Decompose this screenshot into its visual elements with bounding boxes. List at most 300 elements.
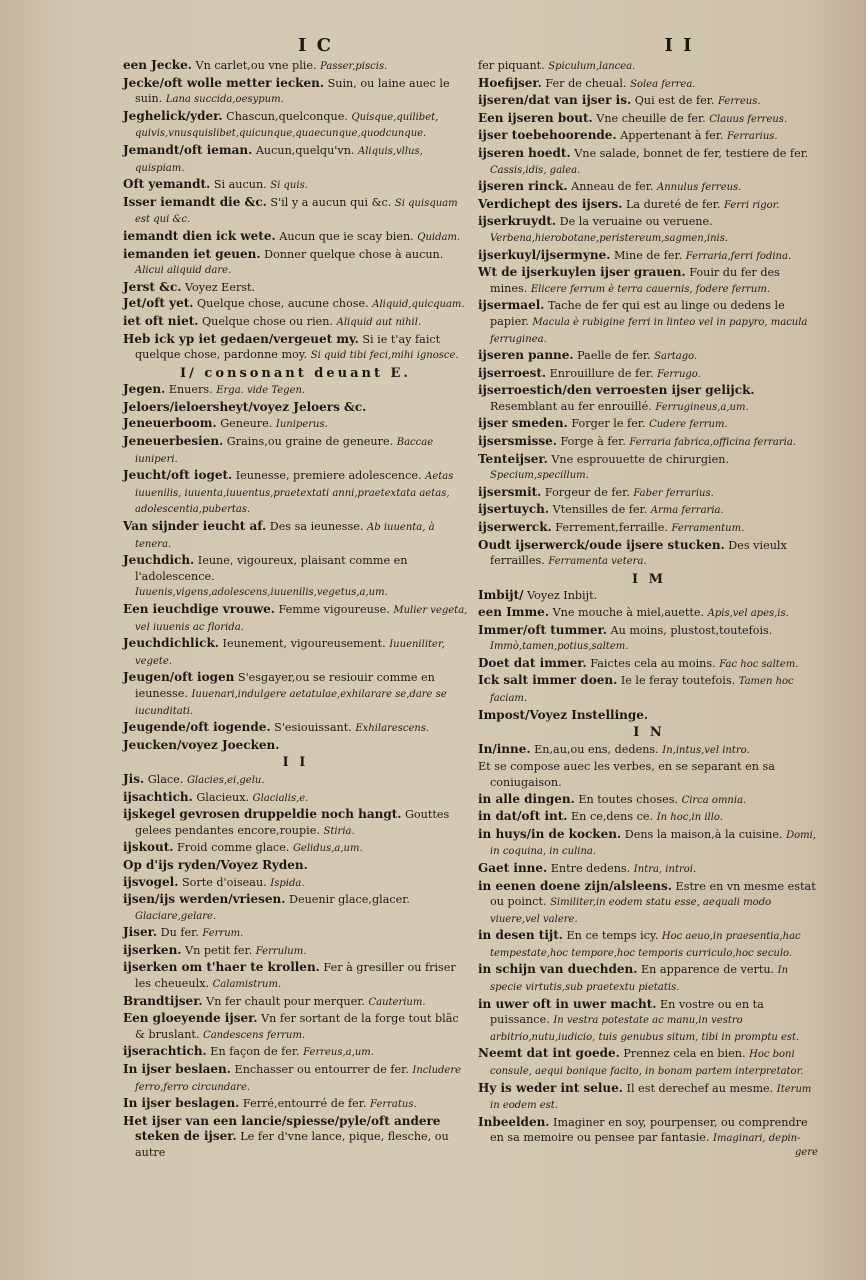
french-gloss: Anneau de fer. bbox=[571, 180, 654, 194]
french-gloss: Vne esprouuette de chirurgien. bbox=[551, 452, 730, 466]
french-gloss: Donner quelque chose à aucun. bbox=[264, 247, 444, 261]
right-column bbox=[478, 36, 820, 1148]
dictionary-entry bbox=[478, 76, 820, 93]
headword: ijserken. bbox=[123, 942, 182, 957]
french-gloss: Froid comme glace. bbox=[176, 841, 290, 855]
headword: Ick salt immer doen. bbox=[478, 673, 618, 688]
latin-gloss: Ferrarius. bbox=[727, 131, 778, 143]
headword: ijsachtich. bbox=[123, 789, 193, 804]
french-gloss: La dureté de fer. bbox=[625, 197, 721, 211]
dictionary-entry bbox=[123, 468, 468, 518]
latin-gloss: Verbena,hierobotane,peristereum,sagmen,inis. bbox=[490, 232, 729, 244]
headword: ijser smeden. bbox=[478, 416, 568, 431]
dictionary-entry bbox=[478, 366, 820, 383]
dictionary-entry bbox=[478, 759, 820, 790]
dictionary-entry bbox=[478, 827, 820, 860]
dictionary-entry bbox=[123, 58, 468, 75]
dictionary-entry bbox=[478, 348, 820, 365]
headword: Inbeelden. bbox=[478, 1114, 550, 1129]
headword: ijserachtich. bbox=[123, 1044, 207, 1059]
latin-gloss: Iuniperus. bbox=[275, 419, 328, 431]
headword: iemandt dien ick wete. bbox=[123, 228, 276, 243]
dictionary-entry bbox=[478, 1081, 820, 1114]
dictionary-entry bbox=[478, 742, 820, 759]
headword: Een gloeyende ijser. bbox=[123, 1011, 258, 1026]
latin-gloss: Exhilarescens. bbox=[355, 723, 430, 735]
latin-gloss: Cudere ferrum. bbox=[649, 419, 728, 431]
headword: in alle dingen. bbox=[478, 791, 575, 806]
french-gloss: Fer à gresiller ou friser les cheueulx. bbox=[135, 961, 456, 991]
latin-gloss: Immò,tamen,potius,saltem. bbox=[490, 641, 629, 653]
dictionary-entry bbox=[478, 520, 820, 537]
dictionary-entry bbox=[478, 605, 820, 622]
latin-gloss: Solea ferrea. bbox=[630, 78, 696, 90]
latin-gloss: Glacies,ei,gelu. bbox=[186, 774, 265, 786]
latin-gloss: Ferreus,a,um. bbox=[303, 1047, 374, 1059]
dictionary-entry bbox=[478, 1115, 820, 1147]
dictionary-entry bbox=[478, 708, 820, 724]
headword: Een ieuchdige vrouwe. bbox=[123, 602, 275, 616]
dictionary-entry bbox=[478, 861, 820, 878]
headword: ijsersmisse. bbox=[478, 434, 557, 449]
french-gloss: Aucun,quelqu'vn. bbox=[255, 143, 355, 157]
latin-gloss: Calamistrum. bbox=[212, 979, 282, 991]
french-gloss: Si ie t'ay faict quelque chose, pardonne moy. bbox=[135, 332, 441, 362]
latin-gloss: Iuuenis,vigens,adolescens,iuuenilis,vegetus,a,um. bbox=[135, 587, 388, 599]
french-gloss: Qui est de fer. bbox=[634, 94, 715, 108]
dictionary-entry bbox=[123, 143, 468, 176]
section-heading: I/ consonant deuant E. bbox=[180, 365, 411, 381]
headword: Hy is weder int selue. bbox=[478, 1080, 623, 1095]
french-gloss: En apparence de vertu. bbox=[640, 963, 775, 977]
headword: Hoefijser. bbox=[478, 75, 542, 90]
headword: Jeghelick/yder. bbox=[123, 108, 223, 123]
latin-gloss: Ferratus. bbox=[370, 1099, 417, 1111]
french-gloss: Imaginer en soy, pourpenser, ou comprendre en sa memoire ou pensee par fantasie. bbox=[490, 1115, 808, 1145]
latin-gloss: Domi, in coquina, in culina. bbox=[490, 829, 816, 858]
section-heading: I M bbox=[632, 571, 666, 587]
headword: In/inne. bbox=[478, 741, 531, 756]
french-gloss: Et se compose auec les verbes, en se separant en sa coniugaison. bbox=[478, 760, 775, 789]
headword: in schijn van duechden. bbox=[478, 962, 638, 977]
latin-gloss: Ferramenta vetera. bbox=[548, 556, 647, 568]
dictionary-entry bbox=[123, 636, 468, 669]
headword: Jeneuerbesien. bbox=[123, 434, 224, 449]
headword: in eenen doene zijn/alsleens. bbox=[478, 878, 672, 893]
french-gloss: En ce temps icy. bbox=[566, 929, 659, 943]
headword: ijseren hoedt. bbox=[478, 145, 571, 160]
latin-gloss: Aliquid,quicquam. bbox=[372, 299, 465, 311]
dictionary-entry bbox=[123, 790, 468, 807]
latin-gloss: Ferramentum. bbox=[671, 523, 745, 535]
dictionary-entry bbox=[123, 994, 468, 1011]
latin-gloss: Elicere ferrum è terra cauernis, fodere ferrum. bbox=[530, 283, 771, 295]
french-gloss: S'il y a aucun qui &c. bbox=[270, 195, 392, 209]
dictionary-entry bbox=[478, 588, 820, 604]
latin-gloss: Fac hoc saltem. bbox=[719, 658, 799, 670]
french-gloss: Des sa ieunesse. bbox=[269, 520, 364, 534]
headword: in uwer oft in uwer macht. bbox=[478, 996, 657, 1011]
latin-gloss: Gelidus,a,um. bbox=[292, 843, 363, 855]
headword: In ijser beslagen. bbox=[123, 1096, 240, 1111]
latin-gloss: Tamen hoc faciam. bbox=[490, 676, 794, 704]
french-gloss: Ieunement, vigoureusement. bbox=[222, 637, 386, 651]
headword: Jeloers/ieloersheyt/voyez Jeloers &c. bbox=[123, 399, 367, 414]
dictionary-entry bbox=[478, 485, 820, 502]
headword: Jis. bbox=[123, 771, 145, 786]
latin-gloss: Macula è rubigine ferri in linteo vel in papyro, macula ferruginea. bbox=[490, 316, 808, 345]
headword: ijskegel gevrosen druppeldie noch hangt. bbox=[123, 807, 402, 822]
french-gloss: Prennez cela en bien. bbox=[623, 1047, 746, 1061]
headword: Jeugen/oft iogen bbox=[123, 670, 235, 685]
latin-gloss: Specium,specillum. bbox=[490, 470, 589, 482]
headword: ijserroestich/den verroesten ijser gelijck. bbox=[478, 383, 755, 398]
latin-gloss: Hoc aeuo,in praesentia,hac tempestate,hoc tempore,hoc temporis curriculo,hoc seculo. bbox=[490, 931, 801, 959]
headword: Doet dat immer. bbox=[478, 655, 587, 670]
latin-gloss: Iuuenari,indulgere aetatulae,exhilarare se,dare se iucunditati. bbox=[135, 688, 447, 717]
headword: Jemandt/oft ieman. bbox=[123, 142, 253, 157]
french-gloss: fer piquant. bbox=[478, 59, 545, 72]
french-gloss: S'esiouissant. bbox=[274, 721, 352, 735]
dictionary-entry bbox=[478, 452, 820, 484]
headword: Van sijnder ieucht af. bbox=[123, 519, 267, 534]
headword: Jeugende/oft iogende. bbox=[123, 720, 271, 735]
dictionary-entry bbox=[123, 670, 468, 719]
dictionary-entry bbox=[123, 1096, 468, 1113]
french-gloss: Femme vigoureuse. bbox=[278, 603, 390, 616]
latin-gloss: Aetas iuuenilis, iuuenta,iuuentus,praetextati anni,praetextata aetas, adolescentia,pubertas. bbox=[135, 471, 454, 516]
dictionary-entry bbox=[478, 93, 820, 110]
headword: Gaet inne. bbox=[478, 860, 548, 875]
french-gloss: Dens la maison,à la cuisine. bbox=[624, 827, 783, 841]
latin-gloss: Aliquid aut nihil. bbox=[336, 316, 422, 328]
latin-gloss: Ferri rigor. bbox=[723, 199, 780, 211]
headword: ijserkuyl/ijsermyne. bbox=[478, 247, 611, 262]
dictionary-entry bbox=[478, 416, 820, 433]
french-gloss: Vne salade, bonnet de fer, testiere de fer. bbox=[574, 146, 809, 160]
headword: ijseren panne. bbox=[478, 348, 574, 363]
headword: Jet/oft yet. bbox=[123, 296, 194, 311]
dictionary-entry bbox=[123, 434, 468, 467]
headword: ijser toebehoorende. bbox=[478, 128, 617, 143]
dictionary-entry bbox=[123, 177, 468, 194]
headword: Impost/Voyez Instellinge. bbox=[478, 707, 649, 722]
headword: Heb ick yp iet gedaen/vergeuet my. bbox=[123, 331, 359, 346]
dictionary-entry bbox=[123, 720, 468, 737]
latin-gloss: Quisque,quilibet, quivis,vnusquislibet,quicunque,quaecunque,quodcunque. bbox=[135, 111, 439, 140]
dictionary-entry bbox=[123, 553, 468, 601]
french-gloss: En ce,dens ce. bbox=[571, 810, 654, 824]
french-gloss: Fer de cheual. bbox=[545, 76, 627, 90]
dictionary-entry bbox=[123, 738, 468, 754]
headword: in dat/oft int. bbox=[478, 809, 568, 824]
latin-gloss: Ferrulum. bbox=[255, 945, 307, 957]
french-gloss: Fouir du fer des mines. bbox=[490, 266, 780, 295]
latin-gloss: Intra, introi. bbox=[633, 863, 697, 875]
headword: een Imme. bbox=[478, 605, 549, 619]
left-entries bbox=[123, 58, 468, 1161]
french-gloss: Au moins, plustost,toutefois. bbox=[610, 623, 773, 637]
dictionary-entry bbox=[123, 314, 468, 331]
french-gloss: Ie le feray toutefois. bbox=[620, 674, 736, 688]
dictionary-entry bbox=[478, 179, 820, 196]
french-gloss: Vne mouche à miel,auette. bbox=[552, 606, 705, 619]
french-gloss: Vn carlet,ou vne plie. bbox=[195, 59, 317, 72]
french-gloss: Quelque chose ou rien. bbox=[202, 314, 334, 328]
dictionary-entry bbox=[478, 656, 820, 673]
french-gloss: Glacieux. bbox=[196, 790, 250, 804]
french-gloss: Ieunesse, premiere adolescence. bbox=[235, 469, 422, 483]
french-gloss: Vn fer sortant de la forge tout blãc & bruslant. bbox=[135, 1012, 459, 1041]
latin-gloss: Si quid tibi feci,mihi ignosce. bbox=[310, 350, 459, 362]
dictionary-entry bbox=[123, 1062, 468, 1095]
latin-gloss: Faber ferrarius. bbox=[633, 487, 714, 499]
french-gloss: Forgeur de fer. bbox=[544, 485, 630, 499]
right-entries bbox=[478, 58, 820, 1147]
dictionary-entry bbox=[478, 111, 820, 128]
dictionary-entry bbox=[478, 298, 820, 347]
dictionary-entry bbox=[478, 997, 820, 1046]
latin-gloss: Quidam. bbox=[417, 231, 461, 243]
headword: Verdichept des ijsers. bbox=[478, 196, 623, 211]
headword: Neemt dat int goede. bbox=[478, 1046, 620, 1061]
headword: ijsertuych. bbox=[478, 502, 550, 517]
dictionary-entry bbox=[123, 296, 468, 313]
french-gloss: Deuenir glace,glacer. bbox=[289, 893, 410, 907]
left-column bbox=[123, 36, 468, 1162]
french-gloss: Entre dedens. bbox=[550, 861, 631, 875]
french-gloss: Le fer d'vne lance, pique, flesche, ou autre bbox=[135, 1130, 449, 1159]
latin-gloss: Ispida. bbox=[270, 877, 305, 889]
latin-gloss: Iuueniliter, vegete. bbox=[135, 639, 445, 667]
dictionary-entry bbox=[478, 434, 820, 451]
french-gloss: Appertenant à fer. bbox=[620, 129, 724, 143]
french-gloss: Voyez Inbijt. bbox=[527, 589, 598, 603]
latin-gloss: Passer,piscis. bbox=[320, 61, 388, 72]
french-gloss: Vn petit fer. bbox=[185, 943, 253, 957]
french-gloss: Des vieulx ferrailles. bbox=[490, 538, 787, 568]
headword: ijseren rinck. bbox=[478, 179, 568, 194]
dictionary-entry bbox=[123, 332, 468, 364]
latin-gloss: Cassis,idis, galea. bbox=[490, 164, 581, 176]
latin-gloss: Glacialis,e. bbox=[252, 792, 309, 804]
latin-gloss: Ab iuuenta, à tenera. bbox=[135, 522, 435, 550]
dictionary-entry bbox=[123, 1114, 468, 1161]
section-heading: I I bbox=[282, 755, 309, 771]
dictionary-entry bbox=[123, 807, 468, 839]
french-gloss: En vostre ou en ta puissance. bbox=[490, 997, 764, 1027]
french-gloss: Estre en vn mesme estat ou poinct. bbox=[490, 879, 816, 909]
french-gloss: Voyez Eerst. bbox=[185, 280, 256, 294]
section-heading: I N bbox=[633, 725, 665, 741]
dictionary-entry bbox=[123, 1011, 468, 1043]
dictionary-entry bbox=[123, 772, 468, 789]
dictionary-entry bbox=[478, 383, 820, 415]
dictionary-entry bbox=[478, 502, 820, 519]
headword: ijsermael. bbox=[478, 298, 545, 313]
french-gloss: Ieune, vigoureux, plaisant comme en l'adolescence. bbox=[135, 554, 408, 583]
headword: In ijser beslaen. bbox=[123, 1062, 231, 1077]
headword: Jerst &c. bbox=[123, 279, 182, 294]
headword: ijskout. bbox=[123, 840, 174, 855]
latin-gloss: Arma ferraria. bbox=[650, 505, 724, 517]
dictionary-entry bbox=[478, 58, 820, 75]
headword: Jeucht/oft ioget. bbox=[123, 468, 233, 483]
dictionary-entry bbox=[123, 892, 468, 924]
latin-gloss: Ferrugo. bbox=[657, 368, 701, 380]
french-gloss: En,au,ou ens, dedens. bbox=[534, 742, 659, 756]
french-gloss: En façon de fer. bbox=[210, 1045, 300, 1059]
latin-gloss: Ferreus. bbox=[718, 96, 761, 108]
french-gloss: Enchasser ou entourrer de fer. bbox=[234, 1063, 409, 1077]
headword: Jeuchdich. bbox=[123, 553, 195, 568]
latin-gloss: Iterum in eodem est. bbox=[490, 1083, 812, 1112]
headword: Jecke/oft wolle metter iecken. bbox=[123, 75, 325, 90]
french-gloss: Forger le fer. bbox=[571, 417, 646, 431]
french-gloss: Aucun que ie scay bien. bbox=[279, 229, 414, 243]
french-gloss: Gouttes gelees pendantes encore,roupie. bbox=[135, 808, 450, 837]
headword: Jiser. bbox=[123, 925, 158, 940]
french-gloss: Ferrement,ferraille. bbox=[555, 521, 668, 535]
french-gloss: Enuers. bbox=[168, 383, 213, 397]
headword: Oudt ijserwerck/oude ijsere stucken. bbox=[478, 537, 725, 552]
headword: ijseren/dat van ijser is. bbox=[478, 93, 632, 108]
headword: Isser iemandt die &c. bbox=[123, 194, 267, 209]
headword: ijserken om t'haer te krollen. bbox=[123, 960, 320, 975]
headword: Brandtijser. bbox=[123, 993, 203, 1008]
dictionary-entry bbox=[123, 943, 468, 960]
latin-gloss: Imaginari, depin- bbox=[713, 1133, 801, 1145]
dictionary-entry bbox=[123, 280, 468, 296]
latin-gloss: Aliquis,vllus, quispiam. bbox=[135, 145, 423, 174]
headword: ijserkruydt. bbox=[478, 214, 557, 229]
dictionary-entry bbox=[123, 858, 468, 874]
latin-gloss: In vestra potestate ac manu,in vestro arbitrio,nutu,iudicio, tuis genubus situm, tibi in promptu est. bbox=[490, 1015, 800, 1043]
headword: ijserwerck. bbox=[478, 520, 552, 535]
dictionary-entry bbox=[123, 400, 468, 416]
headword: Jeneuerboom. bbox=[123, 416, 217, 431]
french-gloss: Faictes cela au moins. bbox=[590, 656, 716, 670]
headword: Het ijser van een lancie/spiesse/pyle/oft andere steken de ijser. bbox=[123, 1113, 441, 1144]
headword: Immer/oft tummer. bbox=[478, 622, 607, 637]
catchword: gere bbox=[794, 1147, 818, 1158]
dictionary-entry bbox=[123, 382, 468, 399]
french-gloss: Du fer. bbox=[160, 926, 199, 940]
french-gloss: Quelque chose, aucune chose. bbox=[197, 297, 369, 311]
latin-gloss: Clauus ferreus. bbox=[709, 113, 788, 125]
dictionary-entry bbox=[478, 248, 820, 265]
dictionary-entry bbox=[478, 809, 820, 826]
french-gloss: S'esgayer,ou se resiouir comme en ieunesse. bbox=[135, 671, 435, 700]
latin-gloss: Includere ferro,ferro circundare. bbox=[135, 1065, 462, 1093]
latin-gloss: Alicui aliquid dare. bbox=[135, 265, 232, 277]
french-gloss: En toutes choses. bbox=[578, 792, 678, 806]
latin-gloss: In hoc,in illo. bbox=[656, 812, 723, 824]
latin-gloss: Baccae iuniperi. bbox=[135, 437, 434, 465]
dictionary-entry bbox=[123, 247, 468, 279]
latin-gloss: Erga. vide Tegen. bbox=[216, 385, 306, 397]
french-gloss: Si aucun. bbox=[213, 178, 267, 192]
dictionary-entry bbox=[123, 602, 468, 635]
latin-gloss: Candescens ferrum. bbox=[203, 1029, 306, 1041]
french-gloss: Glace. bbox=[147, 772, 184, 786]
headword: Jegen. bbox=[123, 382, 166, 397]
latin-gloss: Mulier vegeta, vel iuuenis ac florida. bbox=[135, 605, 468, 633]
dictionary-entry bbox=[123, 1044, 468, 1061]
latin-gloss: Stiria. bbox=[323, 825, 355, 837]
french-gloss: Sorte d'oiseau. bbox=[181, 875, 267, 889]
dictionary-entry bbox=[123, 229, 468, 246]
latin-gloss: Apis,vel apes,is. bbox=[707, 608, 789, 619]
latin-gloss: Circa omnia. bbox=[681, 794, 747, 806]
headword: een Jecke. bbox=[123, 58, 192, 72]
french-gloss: Paelle de fer. bbox=[577, 349, 651, 363]
latin-gloss: Spiculum,lancea. bbox=[548, 61, 636, 72]
dictionary-entry bbox=[123, 519, 468, 552]
dictionary-entry bbox=[478, 538, 820, 570]
dictionary-entry bbox=[123, 416, 468, 433]
headword: ijsvogel. bbox=[123, 874, 179, 889]
dictionary-entry bbox=[123, 76, 468, 108]
french-gloss: Forge à fer. bbox=[560, 435, 626, 449]
latin-gloss: Lana succida,oesypum. bbox=[165, 94, 284, 106]
dictionary-entry bbox=[478, 673, 820, 706]
latin-gloss: Hoc boni consule, aequi bonique facito, in bonam partem interpretator. bbox=[490, 1049, 804, 1078]
french-gloss: De la veruaine ou veruene. bbox=[559, 215, 713, 229]
latin-gloss: Sartago. bbox=[654, 351, 698, 363]
dictionary-entry bbox=[478, 928, 820, 961]
headword: ijsersmit. bbox=[478, 484, 542, 499]
french-gloss: Mine de fer. bbox=[613, 248, 683, 262]
dictionary-entry bbox=[123, 840, 468, 857]
headword: Oft yemandt. bbox=[123, 177, 211, 192]
headword: Een ijseren bout. bbox=[478, 110, 593, 125]
latin-gloss: Ferrugineus,a,um. bbox=[655, 401, 749, 413]
headword: in desen tijt. bbox=[478, 928, 563, 943]
french-gloss: Suin, ou laine auec le suin. bbox=[135, 76, 450, 106]
headword: Op d'ijs ryden/Voyez Ryden. bbox=[123, 857, 308, 872]
headword: iet oft niet. bbox=[123, 313, 199, 328]
latin-gloss: Si quis. bbox=[270, 180, 308, 192]
latin-gloss: Ferrum. bbox=[202, 928, 244, 940]
latin-gloss: Cauterium. bbox=[368, 996, 426, 1008]
french-gloss: Geneure. bbox=[220, 417, 273, 431]
dictionary-entry bbox=[123, 875, 468, 892]
dictionary-entry bbox=[478, 197, 820, 214]
latin-gloss: Glaciare,gelare. bbox=[135, 910, 217, 922]
french-gloss: Grains,ou graine de geneure. bbox=[226, 435, 394, 449]
right-column-header: I I bbox=[664, 35, 694, 56]
french-gloss: Vn fer chault pour merquer. bbox=[206, 994, 365, 1008]
latin-gloss: Si quisquam est qui &c. bbox=[135, 197, 458, 226]
latin-gloss: In,intus,vel intro. bbox=[662, 744, 750, 756]
latin-gloss: Ferraria fabrica,officina ferraria. bbox=[629, 437, 796, 449]
dictionary-entry bbox=[478, 792, 820, 809]
dictionary-entry bbox=[123, 925, 468, 942]
headword: ijsen/ijs werden/vriesen. bbox=[123, 892, 286, 907]
dictionary-entry bbox=[478, 962, 820, 995]
dictionary-entry bbox=[478, 1046, 820, 1079]
dictionary-entry bbox=[478, 128, 820, 145]
french-gloss: Vne cheuille de fer. bbox=[596, 111, 706, 125]
french-gloss: Enrouillure de fer. bbox=[549, 366, 654, 380]
headword: Wt de ijserkuylen ijser grauen. bbox=[478, 265, 686, 280]
french-gloss: Ferré,entourré de fer. bbox=[242, 1097, 367, 1111]
headword: in huys/in de kocken. bbox=[478, 826, 622, 841]
latin-gloss: Ferraria,ferri fodina. bbox=[685, 250, 792, 262]
latin-gloss: In specie virtutis,sub praetextu pietatis. bbox=[490, 965, 789, 994]
latin-gloss: Annulus ferreus. bbox=[657, 182, 742, 194]
